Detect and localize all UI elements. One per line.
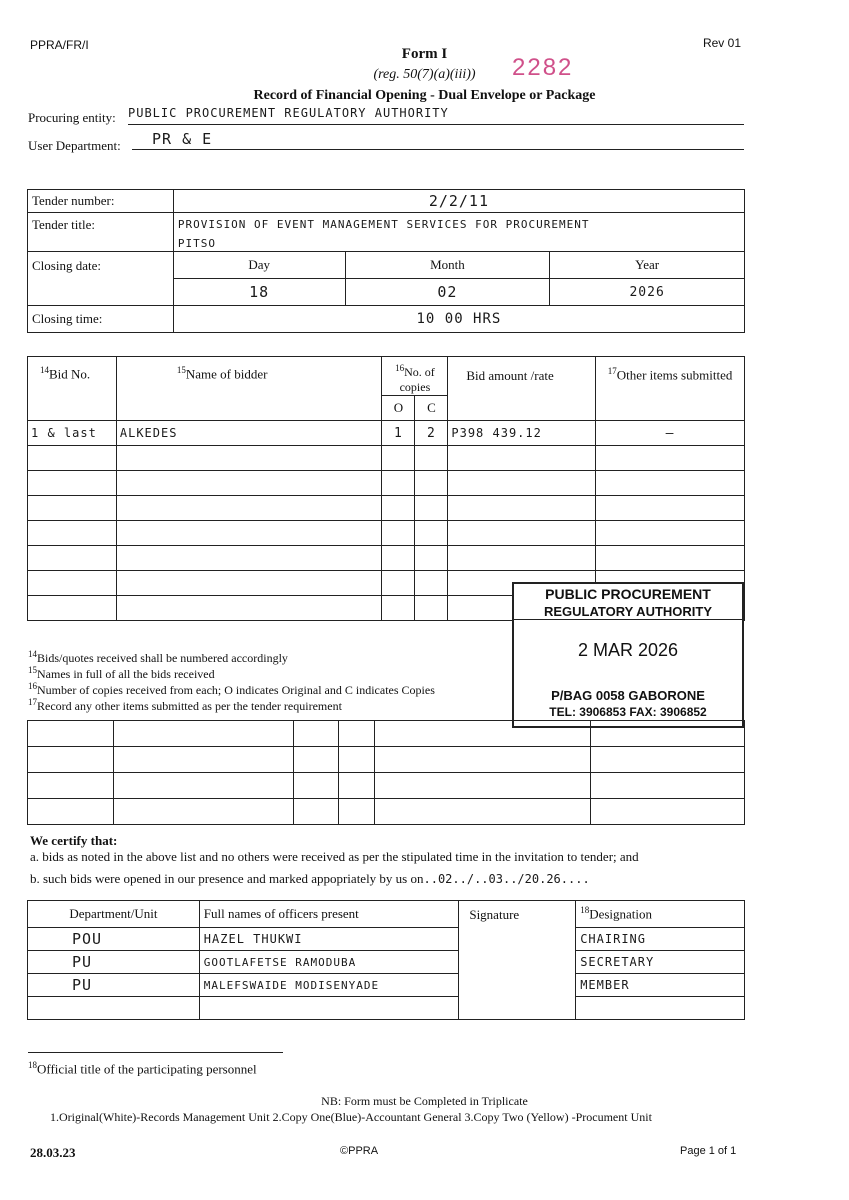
header-original: O bbox=[382, 396, 415, 421]
table-row bbox=[28, 446, 745, 471]
footnote-18-sup: 18 bbox=[28, 1060, 37, 1070]
authority-stamp bbox=[512, 582, 744, 728]
table-row bbox=[28, 496, 745, 521]
blank-grid-table bbox=[27, 720, 745, 825]
header-bid-no-sup: 14 bbox=[40, 365, 49, 375]
procuring-entity-label: Procuring entity: bbox=[28, 110, 116, 125]
header-other-items-sup: 17 bbox=[607, 366, 617, 376]
other-items-cell: — bbox=[596, 421, 745, 446]
table-row bbox=[28, 546, 745, 571]
user-department-label: User Department: bbox=[28, 138, 121, 153]
day-label: Day bbox=[173, 252, 345, 279]
officer-designation-cell: SECRETARY bbox=[576, 951, 745, 974]
table-row bbox=[28, 521, 745, 546]
officer-dept-cell: POU bbox=[28, 928, 200, 951]
copy-distribution: 1.Original(White)-Records Management Unit 2.Copy One(Blue)-Accountant General 3.Copy Two (Yellow) -Procument Unit bbox=[50, 1110, 652, 1124]
officer-name-cell: HAZEL THUKWI bbox=[199, 928, 459, 951]
footnote-17: $^{17}$Record any other items submitted as per the tender requirement bbox=[28, 697, 342, 713]
table-row bbox=[28, 471, 745, 496]
stamp-line4: TEL: 3906853 FAX: 3906852 bbox=[549, 705, 707, 719]
officer-designation-cell: MEMBER bbox=[576, 974, 745, 997]
triplicate-note: NB: Form must be Completed in Triplicate bbox=[321, 1094, 528, 1108]
procuring-entity-value: PUBLIC PROCUREMENT REGULATORY AUTHORITY bbox=[128, 106, 744, 125]
stamp-line3: P/BAG 0058 GABORONE bbox=[551, 688, 705, 703]
officers-table bbox=[27, 900, 745, 1020]
opening-date: ..02../..03../20.26.... bbox=[423, 872, 590, 886]
copyright: ©PPRA bbox=[340, 1145, 379, 1157]
footnote-15: $^{15}$Names in full of all the bids received bbox=[28, 665, 215, 681]
header-bid-amount: Bid amount /rate bbox=[448, 357, 596, 421]
table-row bbox=[28, 773, 745, 799]
header-bidder-name bbox=[116, 357, 382, 421]
officer-name-cell: MALEFSWAIDE MODISENYADE bbox=[199, 974, 459, 997]
header-designation bbox=[576, 901, 745, 928]
header-department: Department/Unit bbox=[28, 901, 200, 928]
stamp-date: 2 MAR 2026 bbox=[577, 640, 679, 660]
tender-number-label: Tender number: bbox=[28, 190, 174, 213]
footnote-14-text: Bids/quotes received shall be numbered accordingly bbox=[37, 651, 288, 665]
form-code: PPRA/FR/I bbox=[30, 38, 89, 52]
header-bidder-name-text: Name of bidder bbox=[185, 366, 268, 382]
bid-no-cell: 1 & last bbox=[28, 421, 117, 446]
header-copy: C bbox=[415, 396, 448, 421]
stamp-line2: REGULATORY AUTHORITY bbox=[514, 604, 742, 620]
tender-title-line2: PITSO bbox=[173, 235, 744, 252]
officer-designation-cell: CHAIRING bbox=[576, 928, 745, 951]
year-value: 2026 bbox=[550, 279, 745, 306]
footnote-15-text: Names in full of all the bids received bbox=[37, 667, 215, 681]
header-other-items-text: Other items submitted bbox=[616, 367, 733, 383]
header-designation-sup: 18 bbox=[580, 905, 590, 916]
footnote-16-text: Number of copies received from each; O indicates Original and C indicates Copies bbox=[37, 683, 435, 697]
header-bidder-name-sup: 15 bbox=[176, 365, 186, 375]
month-label: Month bbox=[345, 252, 550, 279]
bidder-name-cell: ALKEDES bbox=[116, 421, 382, 446]
form-date: 28.03.23 bbox=[30, 1145, 76, 1160]
header-bid-no-text: Bid No. bbox=[49, 366, 91, 382]
regulation-reference: (reg. 50(7)(a)(iii)) bbox=[373, 67, 476, 82]
table-row bbox=[28, 951, 745, 974]
tender-title-label: Tender title: bbox=[28, 213, 174, 252]
record-title: Record of Financial Opening - Dual Envelope or Package bbox=[253, 88, 596, 103]
copy-count-cell: 2 bbox=[415, 421, 448, 446]
footnote-18 bbox=[28, 1060, 257, 1077]
footnote-18-text: Official title of the participating personnel bbox=[37, 1061, 257, 1077]
month-value: 02 bbox=[345, 279, 550, 306]
page-number: Page 1 of 1 bbox=[680, 1145, 737, 1157]
certify-clause-b bbox=[30, 871, 590, 887]
closing-time-label: Closing time: bbox=[28, 306, 174, 333]
header-signature: Signature bbox=[459, 901, 576, 1020]
header-other-items bbox=[596, 357, 745, 421]
header-designation-text: Designation bbox=[589, 906, 653, 922]
table-row bbox=[28, 747, 745, 773]
year-label: Year bbox=[550, 252, 745, 279]
tender-info-table bbox=[27, 189, 745, 333]
tender-number-value: 2/2/11 bbox=[173, 190, 744, 213]
user-department-value: PR & E bbox=[132, 130, 744, 150]
officer-name-cell: GOOTLAFETSE RAMODUBA bbox=[199, 951, 459, 974]
stamp-line1: PUBLIC PROCUREMENT bbox=[545, 586, 711, 602]
day-value: 18 bbox=[173, 279, 345, 306]
bid-amount-cell: P398 439.12 bbox=[448, 421, 596, 446]
officer-dept-cell: PU bbox=[28, 974, 200, 997]
closing-date-label: Closing date: bbox=[28, 252, 174, 306]
form-title: Form I bbox=[401, 46, 448, 62]
table-row bbox=[28, 421, 745, 446]
table-row bbox=[28, 974, 745, 997]
certify-heading: We certify that: bbox=[30, 833, 118, 848]
closing-time-value: 10 00 HRS bbox=[173, 306, 744, 333]
table-row bbox=[28, 799, 745, 825]
footnote-17-text: Record any other items submitted as per the tender requirement bbox=[37, 699, 342, 713]
revision: Rev 01 bbox=[702, 36, 741, 50]
header-copies-sup: 16 bbox=[395, 363, 405, 373]
footnote-14: $^{14}$Bids/quotes received shall be numbered accordingly bbox=[28, 649, 288, 665]
header-officer-names: Full names of officers present bbox=[199, 901, 459, 928]
original-count-cell: 1 bbox=[382, 421, 415, 446]
table-row bbox=[28, 997, 745, 1020]
header-copies-text: No. of copies bbox=[399, 365, 435, 394]
tender-title-line1: PROVISION OF EVENT MANAGEMENT SERVICES FOR PROCUREMENT bbox=[173, 213, 744, 236]
table-row bbox=[28, 928, 745, 951]
footnote-divider bbox=[28, 1052, 283, 1053]
header-bid-no bbox=[28, 357, 117, 421]
header-copies bbox=[382, 357, 448, 396]
certify-clause-a: a. bids as noted in the above list and no others were received as per the stipulated time in the invitation to tender; and bbox=[30, 849, 639, 864]
certify-clause-b-text: b. such bids were opened in our presence and marked appopriately by us on bbox=[30, 871, 424, 886]
table-row bbox=[28, 721, 745, 747]
footnote-16: $^{16}$Number of copies received from each; O indicates Original and C indicates Copies bbox=[28, 681, 435, 697]
stamp-number: 2282 bbox=[512, 54, 574, 81]
officer-dept-cell: PU bbox=[28, 951, 200, 974]
